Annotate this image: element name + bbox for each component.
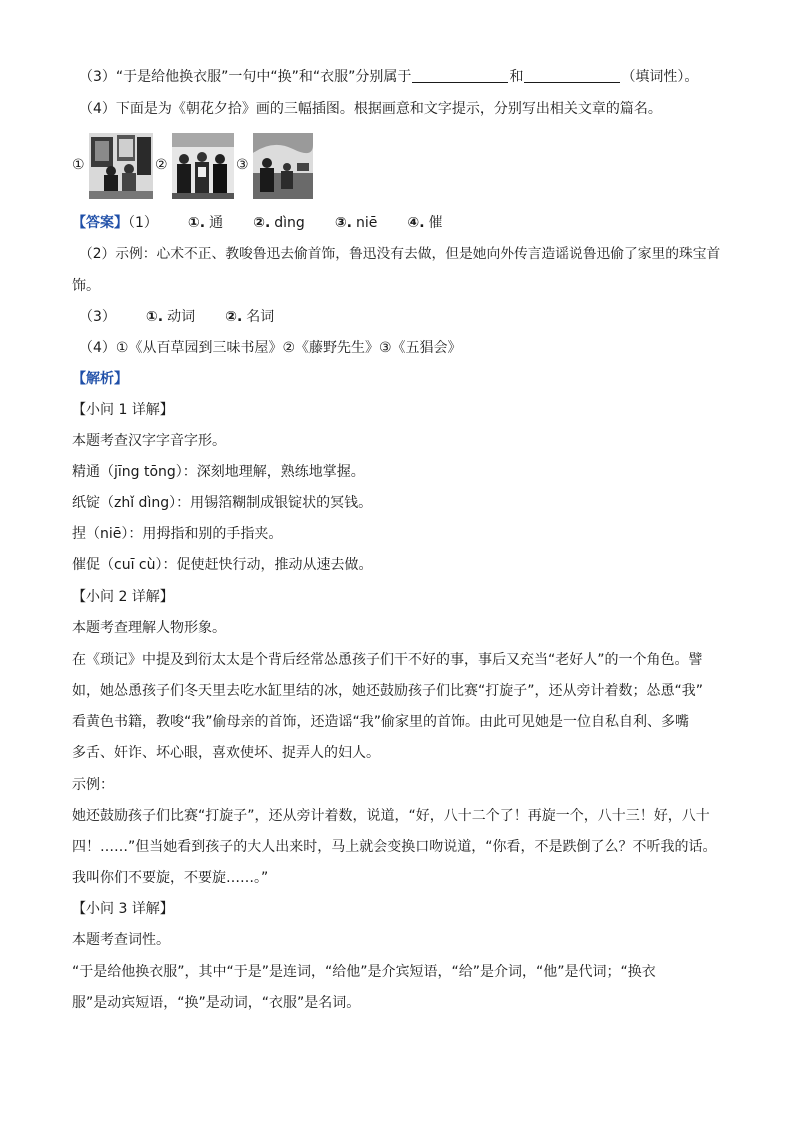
answer-1-option-1: ①. 通 xyxy=(187,215,224,231)
answer-1-option-3: ③. niē xyxy=(334,215,378,231)
question-4-stem: （4）下面是为《朝花夕拾》画的三幅插图。根据画意和文字提示，分别写出相关文章的篇名。 xyxy=(79,101,662,117)
answer-1-option-4: ④. 催 xyxy=(407,215,443,231)
answer-blank-1 xyxy=(412,68,508,83)
answer-2-line-2: 饰。 xyxy=(72,278,100,294)
example-line-3: 我叫你们不要旋，不要旋……。” xyxy=(72,870,269,886)
answer-1-prefix: （1） xyxy=(128,215,158,231)
answer-3-option-2: ②. 名词 xyxy=(225,309,275,325)
answer-tag: 【答案】 xyxy=(72,215,128,231)
answer-3-prefix: （3） xyxy=(79,309,116,325)
answer-blank-2 xyxy=(524,68,620,83)
illustration-3-image xyxy=(253,133,313,199)
sub3-para-line-1: “于是给他换衣服”，其中“于是”是连词，“给他”是介宾短语，“给”是介词，“他”是代词；“换衣 xyxy=(72,964,656,980)
example-label: 示例： xyxy=(72,777,114,793)
sub2-para-line-2: 如，她怂恿孩子们冬天里去吃水缸里结的冰，她还鼓励孩子们比赛“打旋子”，还从旁计着数；怂恿“我” xyxy=(72,683,704,699)
sub1-line-3: 纸锭（zhǐ dìng）：用锡箔糊制成银锭状的冥钱。 xyxy=(72,495,373,511)
answer-1-option-2: ②. dìng xyxy=(253,215,305,231)
answer-4-line: （4）①《从百草园到三味书屋》②《藤野先生》③《五猖会》 xyxy=(79,340,462,356)
pic-number-2: ② xyxy=(155,157,168,173)
jiexi-tag: 【解析】 xyxy=(72,371,128,387)
answer-3-option-1: ①. 动词 xyxy=(145,309,196,325)
q3-text-b: 和 xyxy=(509,69,524,85)
sub3-line-1: 本题考查词性。 xyxy=(72,932,170,948)
question-3-stem xyxy=(79,67,698,87)
sub2-line-1: 本题考查理解人物形象。 xyxy=(72,620,226,636)
sub3-para-line-2: 服”是动宾短语，“换”是动词，“衣服”是名词。 xyxy=(72,995,361,1011)
illustration-1-image xyxy=(89,133,153,199)
q3-text-a: （3）“于是给他换衣服”一句中“换”和“衣服”分别属于 xyxy=(79,69,412,85)
sub-question-3-title: 【小问 3 详解】 xyxy=(72,901,174,917)
sub1-line-1: 本题考查汉字字音字形。 xyxy=(72,433,226,449)
example-line-1: 她还鼓励孩子们比赛“打旋子”，还从旁计着数，说道，“好，八十二个了！再旋一个，八十三！好，八十 xyxy=(72,808,710,824)
answer-line-1 xyxy=(72,213,473,233)
illustrations-row xyxy=(72,133,332,199)
sub2-para-line-3: 看黄色书籍，教唆“我”偷母亲的首饰，还造谣“我”偷家里的首饰。由此可见她是一位自私自利、多嘴 xyxy=(72,714,690,730)
sub1-line-5: 催促（cuī cù）：促使赶快行动，推动从速去做。 xyxy=(72,557,373,573)
q3-text-c: （填词性）。 xyxy=(621,69,699,85)
illustration-2-image xyxy=(172,133,234,199)
pic-number-3: ③ xyxy=(236,157,249,173)
pic-number-1: ① xyxy=(72,157,85,173)
sub2-para-line-1: 在《琐记》中提及到衍太太是个背后经常怂恿孩子们干不好的事，事后又充当“老好人”的一个角色。譬 xyxy=(72,652,703,668)
sub1-line-4: 捏（niē）：用拇指和别的手指夹。 xyxy=(72,526,283,542)
sub1-line-2: 精通（jīng tōng）：深刻地理解，熟练地掌握。 xyxy=(72,464,365,480)
answer-2-line-1: （2）示例：心术不正、教唆鲁迅去偷首饰，鲁迅没有去做，但是她向外传言造谣说鲁迅偷了家里的珠宝首 xyxy=(79,246,721,262)
sub-question-2-title: 【小问 2 详解】 xyxy=(72,589,174,605)
sub-question-1-title: 【小问 1 详解】 xyxy=(72,402,174,418)
example-line-2: 四！……”但当她看到孩子的大人出来时，马上就会变换口吻说道，“你看，不是跌倒了么？不听我的话。 xyxy=(72,839,717,855)
sub2-para-line-4: 多舌、奸诈、坏心眼，喜欢使坏、捉弄人的妇人。 xyxy=(72,745,380,761)
answer-line-3 xyxy=(79,307,304,327)
